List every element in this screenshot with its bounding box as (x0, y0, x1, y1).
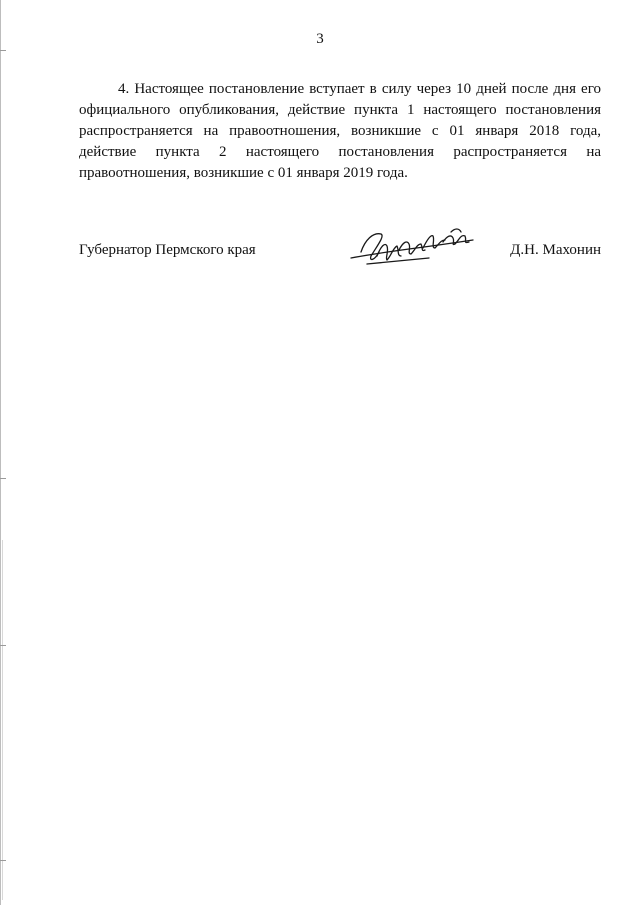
paragraph-4: 4. Настоящее постановление вступает в силу через 10 дней после дня его официального опубликования, действие пункта 1 настоящего постановления распространяется на правоотношения, возникшие с 01 января 2018 года, действие пункта 2 настоящего постановления распространяется на правоотношения, возникшие с 01 января 2019 года. (79, 81, 601, 181)
scan-mark (0, 478, 6, 479)
scan-mark (0, 645, 6, 646)
signer-name: Д.Н. Махонин (510, 242, 601, 258)
scan-edge-secondary (2, 540, 3, 900)
signer-title: Губернатор Пермского края (79, 242, 256, 258)
page-number: 3 (316, 31, 324, 47)
signature-block (79, 240, 601, 270)
scan-mark (0, 860, 6, 861)
scan-edge (0, 0, 1, 905)
scan-mark (0, 50, 6, 51)
handwritten-signature (347, 222, 477, 274)
